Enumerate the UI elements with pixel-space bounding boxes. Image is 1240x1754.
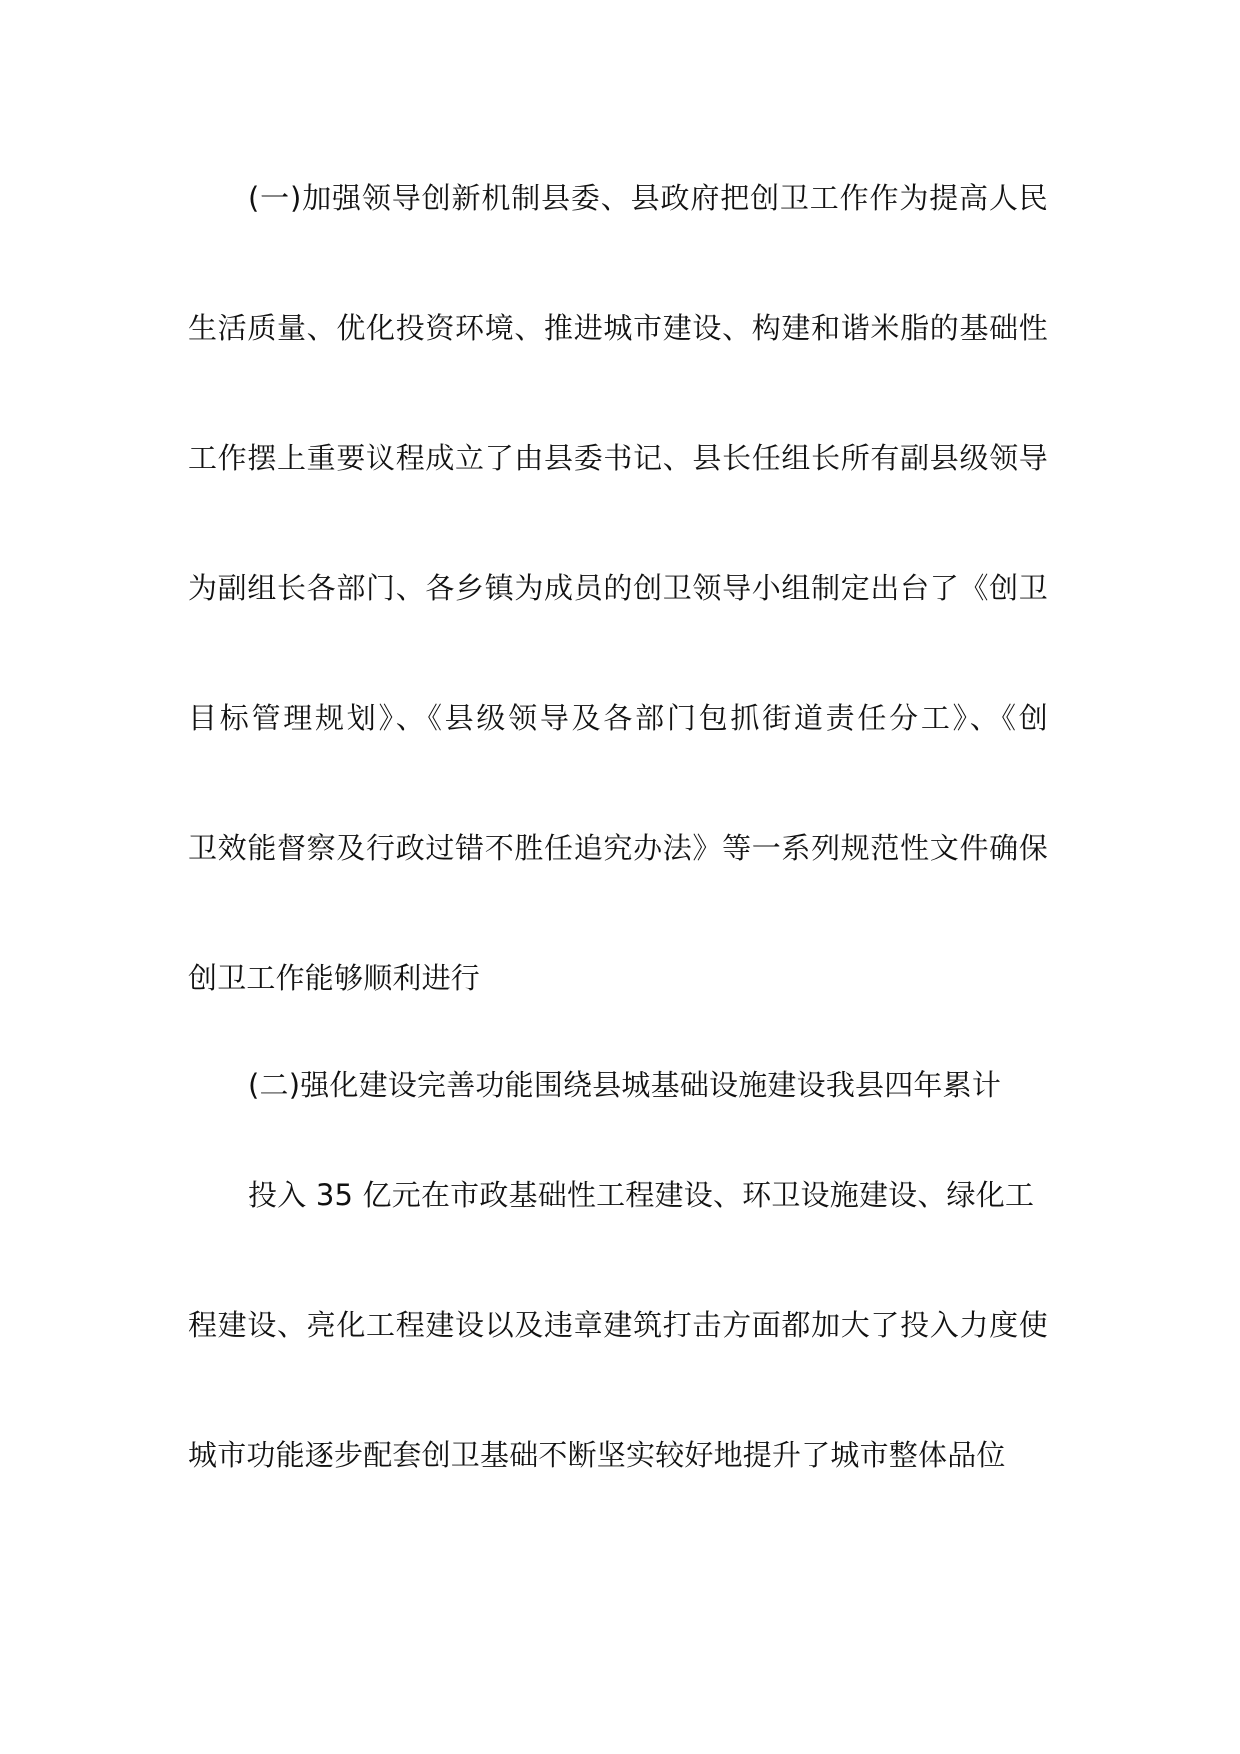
paragraph-1-line-2: 生活质量、优化投资环境、推进城市建设、构建和谐米脂的基础性 bbox=[188, 311, 1048, 345]
paragraph-2-line-1: (二)强化建设完善功能围绕县城基础设施建设我县四年累计 bbox=[248, 1068, 1002, 1102]
paragraph-3-line-3: 城市功能逐步配套创卫基础不断坚实较好地提升了城市整体品位 bbox=[188, 1438, 1006, 1472]
paragraph-1-line-3: 工作摆上重要议程成立了由县委书记、县长任组长所有副县级领导 bbox=[188, 441, 1048, 475]
paragraph-1-line-5: 目标管理规划》、《县级领导及各部门包抓街道责任分工》、《创 bbox=[188, 701, 1048, 735]
paragraph-1-line-4: 为副组长各部门、各乡镇为成员的创卫领导小组制定出台了《创卫 bbox=[188, 571, 1048, 605]
paragraph-1-line-7: 创卫工作能够顺利进行 bbox=[188, 961, 481, 995]
paragraph-1-line-6: 卫效能督察及行政过错不胜任追究办法》等一系列规范性文件确保 bbox=[188, 831, 1048, 865]
paragraph-3-line-2: 程建设、亮化工程建设以及违章建筑打击方面都加大了投入力度使 bbox=[188, 1308, 1048, 1342]
paragraph-1-line-1: (一)加强领导创新机制县委、县政府把创卫工作作为提高人民 bbox=[248, 181, 1048, 215]
paragraph-3-line-1: 投入 35 亿元在市政基础性工程建设、环卫设施建设、绿化工 bbox=[248, 1178, 1035, 1212]
